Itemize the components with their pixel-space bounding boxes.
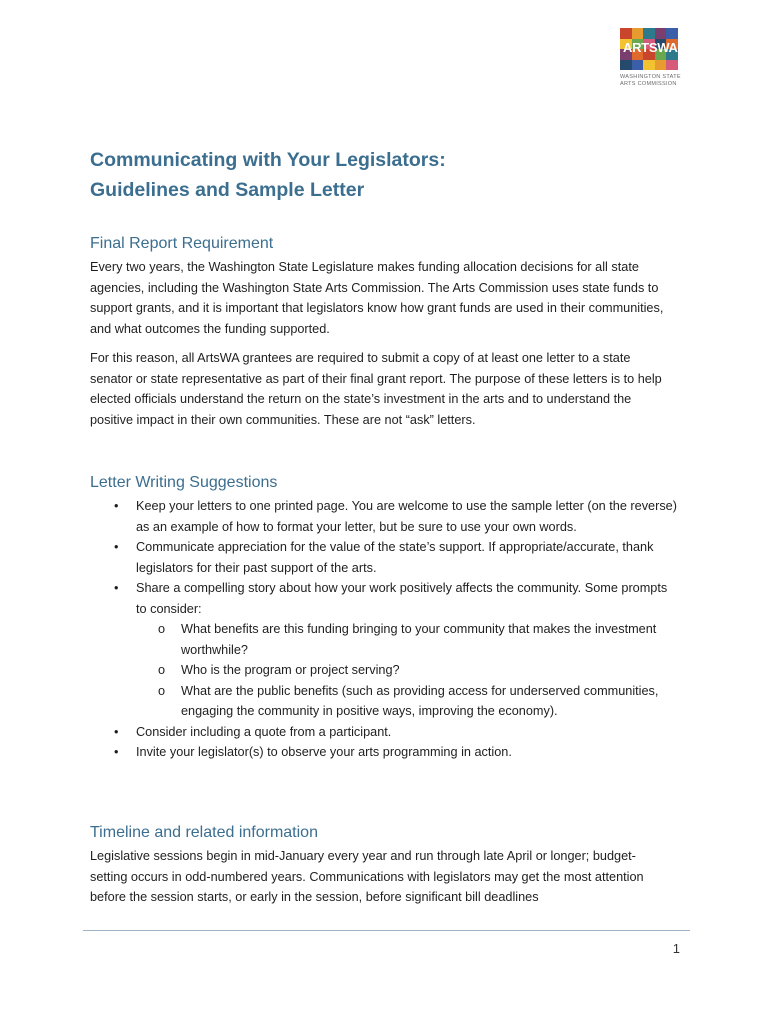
sub-list-item: o What are the public benefits (such as providing access for underserved communities, engaging the community in positive ways, improving the economy). <box>136 681 680 722</box>
logo-tile <box>643 60 655 71</box>
logo-tile <box>666 28 678 39</box>
footer-divider <box>83 930 690 931</box>
suggestions-list <box>90 496 680 763</box>
page-title-line2: Guidelines and Sample Letter <box>90 179 365 201</box>
list-item: • Invite your legislator(s) to observe your arts programming in action. <box>90 742 680 763</box>
logo-tile <box>643 28 655 39</box>
list-item: • Consider including a quote from a participant. <box>90 722 680 743</box>
logo-subtitle <box>620 74 680 88</box>
logo-tile <box>655 28 667 39</box>
list-item: • Communicate appreciation for the value of the state’s support. If appropriate/accurate, thank legislators for their past support of the arts. <box>90 537 680 578</box>
logo-subtitle-line1: WASHINGTON STATE <box>620 74 681 80</box>
timeline-heading: Timeline and related information <box>90 824 318 841</box>
sub-list-item: o Who is the program or project serving? <box>136 660 680 681</box>
logo-wordmark: ARTSWA <box>623 40 678 55</box>
logo-tile <box>632 28 644 39</box>
final-report-heading: Final Report Requirement <box>90 235 274 252</box>
page-number: 1 <box>672 941 680 956</box>
timeline-paragraph: Legislative sessions begin in mid-January every year and run through late April or longer; budget-setting occurs in odd-numbered years. Communications with legislators may get the most attention before the session starts, or early in the session, before significant bill deadlines <box>90 849 644 904</box>
logo-tile <box>655 60 667 71</box>
logo-tile <box>632 60 644 71</box>
list-item-text: Share a compelling story about how your work positively affects the community. Some prompts to consider: <box>136 581 668 616</box>
list-item-with-subitems <box>90 578 680 722</box>
artswa-logo <box>620 28 680 88</box>
page-title <box>90 145 446 205</box>
logo-subtitle-line2: ARTS COMMISSION <box>620 81 677 87</box>
sub-list-item: o What benefits are this funding bringing to your community that makes the investment worthwhile? <box>136 619 680 660</box>
page-title-line1: Communicating with Your Legislators: <box>90 149 446 171</box>
prompts-sublist <box>136 619 680 722</box>
logo-tile <box>620 60 632 71</box>
list-item: • Keep your letters to one printed page. You are welcome to use the sample letter (on the reverse) as an example of how to format your letter, but be sure to use your own words. <box>90 496 680 537</box>
logo-tile <box>620 28 632 39</box>
logo-tile <box>666 60 678 71</box>
suggestions-heading: Letter Writing Suggestions <box>90 474 278 491</box>
final-report-paragraph-2: For this reason, all ArtsWA grantees are required to submit a copy of at least one letter to a state senator or state representative as part of their final grant report. The purpose of these letters is to help elected officials understand the return on the state’s investment in the arts and to understand the positive impact in their own communities. These are not “ask” letters. <box>90 351 662 427</box>
final-report-paragraph-1: Every two years, the Washington State Legislature makes funding allocation decisions for all state agencies, including the Washington State Arts Commission. The Arts Commission uses state funds to support grants, and it is important that legislators know how grant funds are used in their communities, and what outcomes the funding supported. <box>90 260 664 336</box>
